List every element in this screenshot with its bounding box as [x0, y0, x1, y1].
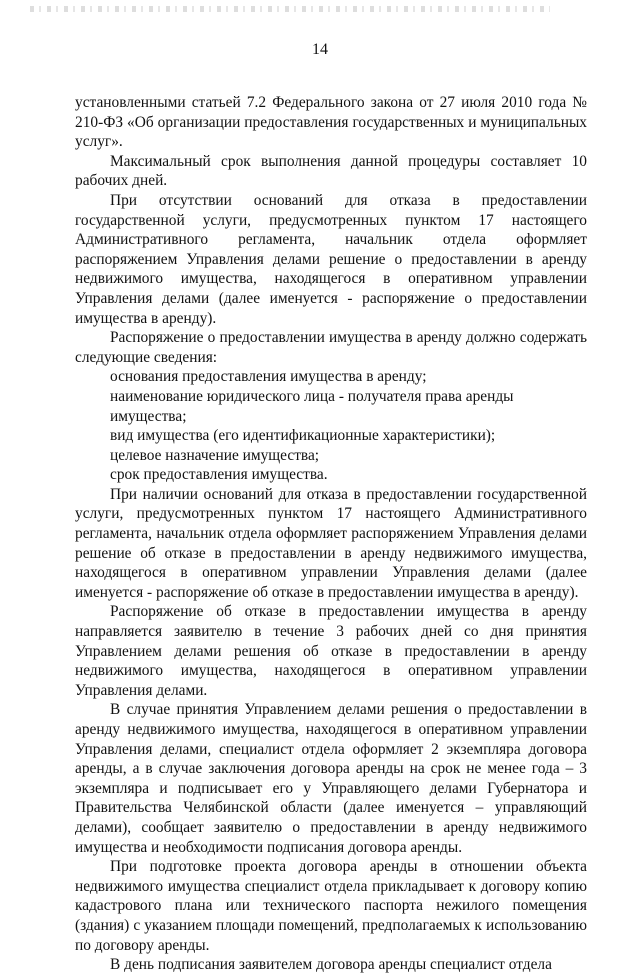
paragraph-max-term: Максимальный срок выполнения данной процедуры составляет 10 рабочих дней.: [75, 152, 587, 190]
list-item: наименование юридического лица - получателя права аренды имущества;: [110, 387, 514, 425]
paragraph-no-grounds-refusal: При отсутствии оснований для отказа в предоставлении государственной услуги, предусмотренных пунктом 17 настоящего Административного регламента, начальник отдела оформляет распоряжением Управления делами решение о предоставлении в аренду недвижимого имущества, находящегося в оперативном управлении Управления делами (далее именуется - распоряжение о предоставлении имущества в аренду).: [75, 191, 587, 327]
paragraph-refusal-notice: Распоряжение об отказе в предоставлении имущества в аренду направляется заявителю в течение 3 рабочих дней со дня принятия Управлением делами решения об отказе в предоставлении в аренду недвижимого имущества, находящегося в оперативном управлении Управления делами.: [75, 603, 587, 699]
paragraph-grounds-refusal: При наличии оснований для отказа в предоставлении государственной услуги, предусмотренных пунктом 17 настоящего Административного регламента, начальник отдела оформляет распоряжением Управления делами решение об отказе в предоставлении в аренду недвижимого имущества, находящегося в оперативном управлении Управления делами (далее именуется - распоряжение об отказе в предоставлении имущества в аренду).: [75, 485, 587, 601]
list-item: вид имущества (его идентификационные характеристики);: [110, 427, 496, 445]
document-body: [75, 93, 587, 975]
paragraph-continuation: установленными статьей 7.2 Федерального закона от 27 июля 2010 года № 210-ФЗ «Об организации предоставления государственных и муниципальных услуг».: [75, 94, 587, 151]
list-item: срок предоставления имущества.: [110, 466, 328, 484]
page-number: 14: [312, 41, 328, 58]
paragraph-signing-day: В день подписания заявителем договора аренды специалист отдела: [110, 956, 552, 974]
scan-artifact-strip: [30, 6, 550, 12]
paragraph-draft-agreement: При подготовке проекта договора аренды в отношении объекта недвижимого имущества специалист отдела прикладывает к договору копию кадастрового плана или технического паспорта нежилого помещения (здания) с указанием площади помещений, предполагаемых к использованию по договору аренды.: [75, 858, 587, 954]
paragraph-lease-agreement: В случае принятия Управлением делами решения о предоставлении в аренду недвижимого имущества, находящегося в оперативном управлении Управления делами, специалист отдела оформляет 2 экземпляра договора аренды, а в случае заключения договора аренды на срок не менее года – 3 экземпляра и подписывает его у Управляющего делами Губернатора и Правительства Челябинской области (далее именуется – управляющий делами), сообщает заявителю о предоставлении в аренду недвижимого имущества и необходимости подписания договора аренды.: [75, 701, 587, 856]
list-item: основания предоставления имущества в аренду;: [110, 368, 427, 386]
paragraph-order-content: Распоряжение о предоставлении имущества в аренду должно содержать следующие сведения:: [75, 329, 587, 366]
list-item: целевое назначение имущества;: [110, 446, 320, 464]
